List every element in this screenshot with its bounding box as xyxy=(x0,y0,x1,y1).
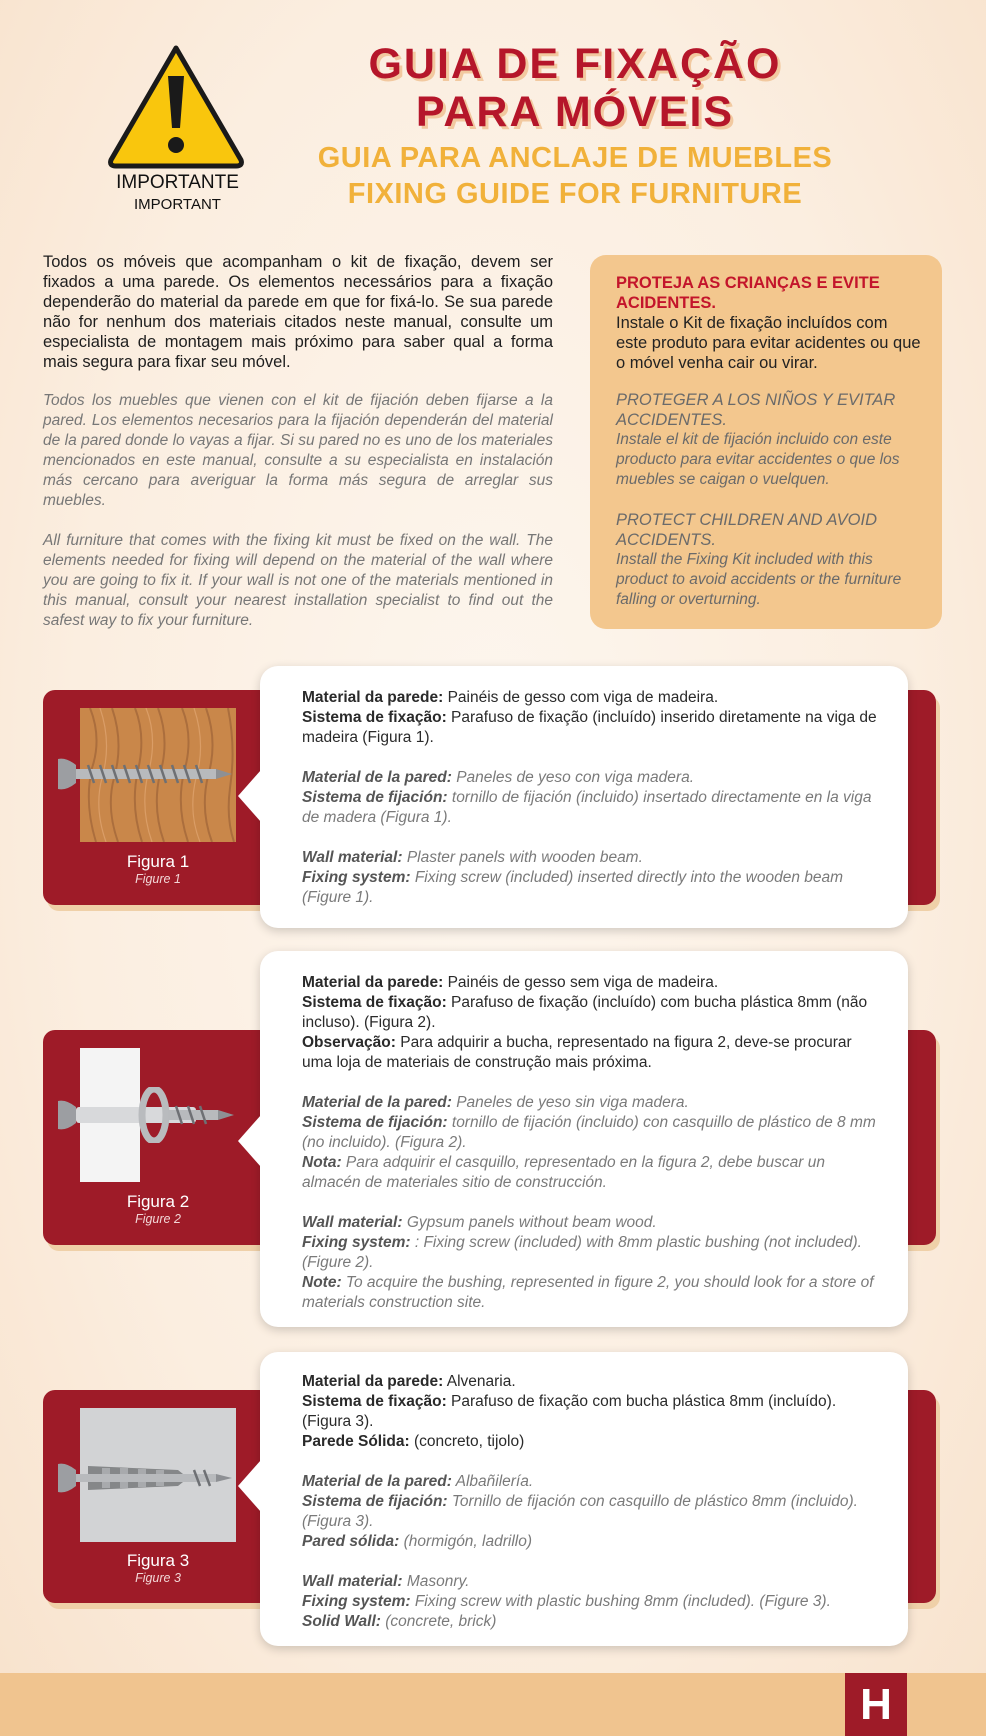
section-3-en-line: Wall material: Masonry. xyxy=(302,1573,470,1590)
section-1-pt-line: Material da parede: Painéis de gesso com viga de madeira. xyxy=(302,689,719,706)
screw-1-icon xyxy=(58,757,234,791)
section-2-en-line: Wall material: Gypsum panels without beam wood. xyxy=(302,1214,657,1231)
section-3-card-pointer xyxy=(238,1460,261,1512)
section-1-pt-line: Sistema de fixação: Parafuso de fixação (incluído) inserido diretamente na viga de madeira (Figura 1). xyxy=(302,709,877,746)
protect-body-es: Instale el kit de fijación incluido con este producto para evitar accidentes o que los muebles se caigan o vuelquen. xyxy=(616,431,900,488)
section-3-es-line: Pared sólida: (hormigón, ladrillo) xyxy=(302,1533,533,1550)
screw-3-icon xyxy=(58,1458,234,1498)
section-2-pt-line: Observação: Para adquirir a bucha, representado na figura 2, deve-se procurar uma loja de materiais de construção mais próxima. xyxy=(302,1034,852,1071)
section-2-es xyxy=(302,1093,882,1193)
section-1-en xyxy=(302,848,882,908)
screw-2-icon xyxy=(58,1087,234,1143)
intro-en: All furniture that comes with the fixing kit must be fixed on the wall. The elements needed for fixing will depend on the material of the wall where you are going to fix it. If your wall is not one of the materials mentioned in this manual, consult your nearest installation specialist to find out the safest way to fix your furniture. xyxy=(43,532,553,629)
brand-logo: H xyxy=(845,1673,907,1736)
section-1-card xyxy=(260,666,908,928)
section-2-es-line: Material de la pared: Paneles de yeso sin viga madera. xyxy=(302,1094,689,1111)
section-2-card xyxy=(260,951,908,1327)
section-3-pt-line: Sistema de fixação: Parafuso de fixação com bucha plástica 8mm (incluído). (Figura 3). xyxy=(302,1393,837,1430)
protect-title-en: PROTECT CHILDREN AND AVOID ACCIDENTS. xyxy=(616,511,877,549)
section-1-en-line: Fixing system: Fixing screw (included) inserted directly into the wooden beam (Figure 1). xyxy=(302,869,844,906)
protect-body-en: Install the Fixing Kit included with this product to avoid accidents or the furniture falling or overturning. xyxy=(616,551,902,608)
section-3-en xyxy=(302,1572,882,1632)
section-1-en-line: Wall material: Plaster panels with wooden beam. xyxy=(302,849,643,866)
section-1-es-line: Material de la pared: Paneles de yeso con viga madera. xyxy=(302,769,695,786)
section-2-es-line: Nota: Para adquirir el casquillo, representado en la figura 2, debe buscar un almacén de materiales sitio de construcción. xyxy=(302,1154,825,1191)
section-2-pt-line: Sistema de fixação: Parafuso de fixação (incluído) com bucha plástica 8mm (não incluso). (Figura 2). xyxy=(302,994,868,1031)
section-1-card-pointer xyxy=(238,770,261,822)
section-3-card xyxy=(260,1352,908,1646)
section-1-es-line: Sistema de fijación: tornillo de fijación (incluido) insertado directamente en la viga de madera (Figura 1). xyxy=(302,789,872,826)
figure-1-sublabel: Figure 1 xyxy=(135,872,181,886)
section-2-en-line: Note: To acquire the bushing, represented in figure 2, you should look for a store of materials construction site. xyxy=(302,1274,874,1311)
figure-1-label: Figura 1 xyxy=(126,852,190,871)
section-3-pt xyxy=(302,1372,882,1452)
section-2-en-line: Fixing system: : Fixing screw (included) with 8mm plastic bushing (not included). (Figure 2). xyxy=(302,1234,862,1271)
subtitle-es: GUIA PARA ANCLAJE DE MUEBLES xyxy=(317,142,833,174)
intro-es: Todos los muebles que vienen con el kit de fijación deben fijarse a la pared. Los elementos necesarios para la fijación dependerán del material de la pared donde lo vayas a fijar. Si su pared no es uno de los materiales mencionados en este manual, consulte a su especialista en instalación más cercano para averiguar la forma más segura de arreglar sus muebles. xyxy=(43,392,553,509)
section-2-card-pointer xyxy=(238,1115,261,1167)
section-3-es-line: Material de la pared: Albañilería. xyxy=(302,1473,534,1490)
section-3-es xyxy=(302,1472,882,1552)
figure-2-label: Figura 2 xyxy=(126,1192,190,1211)
protect-body-pt: Instale o Kit de fixação incluídos com este produto para evitar acidentes ou que o móvel venha cair ou virar. xyxy=(616,314,921,372)
protect-children-box xyxy=(590,255,942,629)
section-2-es-line: Sistema de fijación: tornillo de fijación (incluido) con casquillo de plástico de 8 mm (no incluido). (Figura 2). xyxy=(302,1114,876,1151)
section-3-en-line: Fixing system: Fixing screw with plastic bushing 8mm (included). (Figure 3). xyxy=(302,1593,831,1610)
warning-label-pt: IMPORTANTE xyxy=(116,172,239,193)
figure-3-label: Figura 3 xyxy=(126,1551,190,1570)
intro-pt: Todos os móveis que acompanham o kit de fixação, devem ser fixados a uma parede. Os elementos necessários para a fixação dependerão do material da parede em que for fixá-lo. Se sua parede não for nenhum dos materiais citados neste manual, consulte um especialista de montagem mais próximo para saber qual a forma mais segura para fixar seu móvel. xyxy=(43,253,553,371)
figure-3-sublabel: Figure 3 xyxy=(135,1571,181,1585)
section-1-es xyxy=(302,768,882,828)
subtitle-en: FIXING GUIDE FOR FURNITURE xyxy=(347,178,803,210)
section-2-pt-line: Material da parede: Painéis de gesso sem viga de madeira. xyxy=(302,974,719,991)
section-3-es-line: Sistema de fijación: Tornillo de fijación con casquillo de plástico 8mm (incluido). (Figura 3). xyxy=(302,1493,858,1530)
page-title-line1: GUIA DE FIXAÇÃO xyxy=(368,40,782,88)
section-3-en-line: Solid Wall: (concrete, brick) xyxy=(302,1613,497,1630)
section-3-pt-line: Parede Sólida: (concreto, tijolo) xyxy=(302,1433,525,1450)
protect-title-es: PROTEGER A LOS NIÑOS Y EVITAR ACCIDENTES. xyxy=(616,391,896,429)
section-3-pt-line: Material da parede: Alvenaria. xyxy=(302,1373,516,1390)
section-2-pt xyxy=(302,973,882,1073)
protect-title-pt: PROTEJA AS CRIANÇAS E EVITE ACIDENTES. xyxy=(616,274,880,312)
page-title-line2: PARA MÓVEIS xyxy=(415,88,735,136)
footer-bar xyxy=(0,1673,986,1736)
warning-label-en: IMPORTANT xyxy=(134,196,221,213)
warning-triangle-icon xyxy=(105,42,247,170)
section-2-en xyxy=(302,1213,882,1313)
section-1-pt xyxy=(302,688,882,748)
figure-2-sublabel: Figure 2 xyxy=(135,1212,181,1226)
